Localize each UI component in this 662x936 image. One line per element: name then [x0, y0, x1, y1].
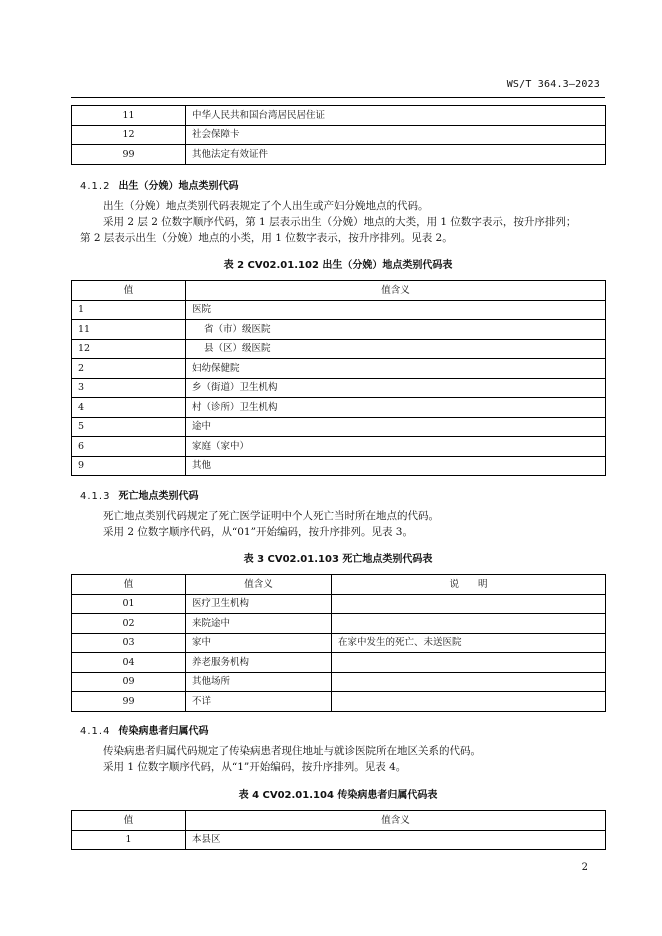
meaning-cell: 本县区 [186, 830, 606, 850]
table-row [72, 653, 606, 673]
header-code: 值 [72, 281, 186, 301]
table-row [72, 614, 606, 634]
section-title: 传染病患者归属代码 [118, 726, 209, 737]
meaning-cell: 其他场所 [186, 672, 332, 692]
section-title: 出生（分娩）地点类别代码 [118, 181, 239, 192]
table-row [72, 692, 606, 712]
code-cell: 99 [72, 145, 186, 165]
note-cell [332, 594, 606, 614]
note-cell [332, 614, 606, 634]
code-cell: 04 [72, 653, 186, 673]
code-cell: 12 [72, 339, 186, 359]
table-caption: 表 3 CV02.01.103 死亡地点类别代码表 [243, 554, 433, 565]
code-cell: 1 [72, 830, 186, 850]
meaning-cell: 医院 [186, 300, 606, 320]
header-meaning: 值含义 [186, 281, 606, 301]
section-number: 4.1.2 [80, 181, 111, 192]
code-cell: 01 [72, 594, 186, 614]
meaning-cell: 省（市）级医院 [186, 320, 606, 340]
meaning-cell: 医疗卫生机构 [186, 594, 332, 614]
header-meaning: 值含义 [186, 811, 606, 831]
table-caption: 表 4 CV02.01.104 传染病患者归属代码表 [238, 790, 438, 801]
section-heading-4-1-2 [80, 177, 238, 192]
code-cell: 9 [72, 456, 186, 476]
meaning-cell: 妇幼保健院 [186, 359, 606, 379]
meaning-cell: 其他法定有效证件 [186, 145, 606, 165]
table-row [72, 672, 606, 692]
paragraph: 采用 2 位数字顺序代码，从“01”开始编码，按升序排列。见表 3。 [103, 526, 413, 538]
paragraph: 出生（分娩）地点类别代码表规定了个人出生或产妇分娩地点的代码。 [103, 200, 429, 212]
paragraph: 死亡地点类别代码规定了死亡医学证明中个人死亡当时所在地点的代码。 [103, 510, 439, 522]
table-row [72, 125, 606, 145]
meaning-cell: 养老服务机构 [186, 653, 332, 673]
table-row [72, 437, 606, 457]
code-cell: 11 [72, 106, 186, 126]
paragraph: 采用 1 位数字顺序代码，从“1”开始编码，按升序排列。见表 4。 [103, 761, 407, 773]
code-cell: 3 [72, 378, 186, 398]
meaning-cell: 村（诊所）卫生机构 [186, 398, 606, 418]
page-number: 2 [581, 862, 588, 873]
header-rule [71, 97, 605, 98]
table-row [72, 145, 606, 165]
meaning-cell: 途中 [186, 417, 606, 437]
code-cell: 09 [72, 672, 186, 692]
death-place-table [71, 574, 606, 712]
section-number: 4.1.4 [80, 726, 111, 737]
meaning-cell: 家中 [186, 633, 332, 653]
table-row [72, 339, 606, 359]
code-cell: 11 [72, 320, 186, 340]
table-row [72, 106, 606, 126]
meaning-cell: 乡（街道）卫生机构 [186, 378, 606, 398]
table-header-row [72, 575, 606, 595]
table-caption: 表 2 CV02.01.102 出生（分娩）地点类别代码表 [223, 260, 453, 271]
meaning-cell: 其他 [186, 456, 606, 476]
infectious-patient-table [71, 810, 606, 850]
code-cell: 6 [72, 437, 186, 457]
code-cell: 2 [72, 359, 186, 379]
note-cell [332, 653, 606, 673]
meaning-cell: 不详 [186, 692, 332, 712]
note-cell [332, 672, 606, 692]
code-cell: 5 [72, 417, 186, 437]
paragraph-continuation: 第 2 层表示出生（分娩）地点的小类，用 1 位数字表示，按升序排列。见表 2。 [80, 232, 453, 244]
table-header-row [72, 281, 606, 301]
table-row [72, 320, 606, 340]
code-cell: 02 [72, 614, 186, 634]
header-code: 值 [72, 811, 186, 831]
table-row [72, 359, 606, 379]
table-row [72, 417, 606, 437]
table-row [72, 830, 606, 850]
paragraph: 传染病患者归属代码规定了传染病患者现住地址与就诊医院所在地区关系的代码。 [103, 745, 481, 757]
section-heading-4-1-4 [80, 722, 208, 737]
meaning-cell: 县（区）级医院 [186, 339, 606, 359]
table-row [72, 456, 606, 476]
table-row [72, 378, 606, 398]
section-heading-4-1-3 [80, 487, 198, 502]
section-title: 死亡地点类别代码 [118, 491, 199, 502]
paragraph: 采用 2 层 2 位数字顺序代码，第 1 层表示出生（分娩）地点的大类，用 1 位数字表示，按升序排列； [103, 216, 577, 228]
meaning-cell: 中华人民共和国台湾居民居住证 [186, 106, 606, 126]
table-row [72, 300, 606, 320]
table-row [72, 398, 606, 418]
meaning-cell: 来院途中 [186, 614, 332, 634]
header-code: 值 [72, 575, 186, 595]
birth-place-table [71, 280, 606, 476]
meaning-cell: 社会保障卡 [186, 125, 606, 145]
note-cell: 在家中发生的死亡、未送医院 [332, 633, 606, 653]
code-cell: 99 [72, 692, 186, 712]
code-cell: 03 [72, 633, 186, 653]
code-cell: 1 [72, 300, 186, 320]
table-header-row [72, 811, 606, 831]
code-cell: 4 [72, 398, 186, 418]
note-cell [332, 692, 606, 712]
id-type-table-continued [71, 105, 606, 165]
section-number: 4.1.3 [80, 491, 111, 502]
standard-code: WS/T 364.3—2023 [506, 79, 600, 90]
header-note: 说 明 [332, 575, 606, 595]
table-row [72, 633, 606, 653]
table-row [72, 594, 606, 614]
header-meaning: 值含义 [186, 575, 332, 595]
code-cell: 12 [72, 125, 186, 145]
meaning-cell: 家庭（家中） [186, 437, 606, 457]
